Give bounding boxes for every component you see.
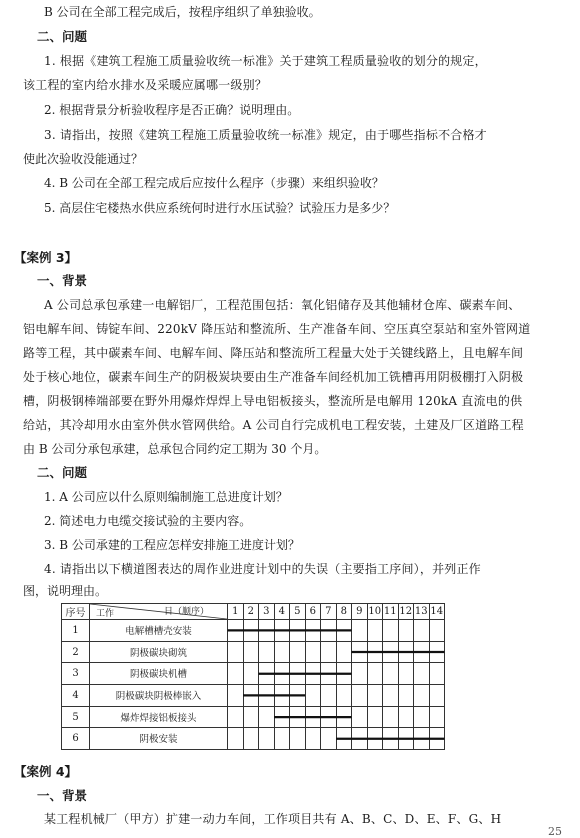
question-4: 4. B 公司在全部工程完成后应按什么程序（步骤）来组织验收？	[44, 176, 384, 190]
row-number: 6	[62, 728, 90, 750]
day-cell	[274, 641, 290, 663]
day-header: 8	[336, 604, 352, 620]
day-cell	[429, 706, 445, 728]
day-cell	[414, 728, 430, 750]
day-cell	[228, 620, 244, 642]
day-cell	[429, 620, 445, 642]
day-cell	[228, 728, 244, 750]
header-work-day	[90, 604, 228, 620]
day-cell	[398, 641, 414, 663]
day-cell	[228, 685, 244, 707]
header-day-label: 日（顺序）	[163, 607, 209, 617]
question-3: 3. B 公司承建的工程应怎样安排施工进度计划？	[44, 538, 300, 552]
background-line: 某工程机械厂（甲方）扩建一动力车间，工作项目共有 A、B、C、D、E、F、G、H	[44, 812, 502, 826]
day-cell	[336, 706, 352, 728]
day-cell	[429, 685, 445, 707]
day-cell	[305, 620, 321, 642]
day-header: 11	[383, 604, 399, 620]
day-header: 13	[414, 604, 430, 620]
background-line: 路等工程，其中碳素车间、电解车间、降压站和整流所工程量大处于关键线路上，且电解车间	[23, 346, 524, 360]
row-work-cell	[90, 728, 228, 750]
day-cell	[259, 728, 275, 750]
case-3-title: 【案例 3】	[14, 250, 78, 265]
header-no: 序号	[62, 604, 90, 620]
day-cell	[243, 620, 259, 642]
day-cell	[414, 685, 430, 707]
day-header: 4	[274, 604, 290, 620]
task-name: 电解槽槽壳安装	[125, 626, 192, 637]
section-heading: 二、问题	[37, 465, 88, 480]
day-cell	[274, 620, 290, 642]
day-cell	[352, 620, 368, 642]
day-cell	[336, 641, 352, 663]
day-cell	[274, 728, 290, 750]
question-1-line-1: 1. 根据《建筑工程施工质量验收统一标准》关于建筑工程质量验收的划分的规定，	[44, 54, 487, 68]
day-header: 2	[243, 604, 259, 620]
table-header-row	[62, 604, 445, 620]
question-1-line-2: 该工程的室内给水排水及采暖应属哪一级别？	[23, 78, 268, 92]
row-work-cell	[90, 706, 228, 728]
day-cell	[321, 728, 337, 750]
section-heading: 一、背景	[37, 273, 88, 288]
day-cell	[259, 663, 275, 685]
question-5: 5. 高层住宅楼热水供应系统何时进行水压试验？试验压力是多少？	[44, 201, 396, 215]
day-cell	[429, 641, 445, 663]
day-cell	[243, 728, 259, 750]
day-cell	[352, 685, 368, 707]
day-cell	[290, 728, 306, 750]
day-cell	[398, 706, 414, 728]
day-cell	[352, 663, 368, 685]
day-cell	[259, 641, 275, 663]
row-number: 5	[62, 706, 90, 728]
day-cell	[305, 641, 321, 663]
day-cell	[290, 706, 306, 728]
question-2: 2. 根据背景分析验收程序是否正确？说明理由。	[44, 103, 300, 117]
day-cell	[305, 706, 321, 728]
day-cell	[336, 685, 352, 707]
day-cell	[274, 685, 290, 707]
background-line: 铝电解车间、铸锭车间、220kV 降压站和整流所、生产准备车间、空压真空泵站和室外管网道	[23, 322, 531, 336]
day-cell	[305, 663, 321, 685]
day-cell	[367, 706, 383, 728]
question-3-line-2: 使此次验收没能通过？	[23, 152, 144, 166]
row-number: 2	[62, 641, 90, 663]
table-row	[62, 685, 445, 707]
day-cell	[414, 641, 430, 663]
day-cell	[274, 663, 290, 685]
day-cell	[228, 706, 244, 728]
day-cell	[259, 706, 275, 728]
task-name: 阴极碳块阴极棒嵌入	[115, 691, 202, 703]
day-header: 6	[305, 604, 321, 620]
background-line: 处于核心地位，碳素车间生产的阴极炭块要由生产准备车间经机加工铣槽再用阴极棚打入阴极	[23, 370, 524, 384]
day-cell	[243, 641, 259, 663]
day-cell	[259, 685, 275, 707]
day-cell	[414, 620, 430, 642]
day-cell	[367, 620, 383, 642]
question-4-line-1: 4. 请指出以下横道图表达的周作业进度计划中的失误（主要指工序间），并列正作	[44, 562, 481, 576]
day-cell	[274, 706, 290, 728]
day-cell	[336, 728, 352, 750]
day-header: 5	[290, 604, 306, 620]
day-cell	[383, 641, 399, 663]
task-name: 阴极碳块机槽	[129, 669, 187, 681]
row-work-cell	[90, 685, 228, 707]
row-number: 4	[62, 685, 90, 707]
day-cell	[305, 685, 321, 707]
row-work-cell	[90, 663, 228, 685]
day-cell	[383, 685, 399, 707]
background-line: 由 B 公司分承包承建，总承包合同约定工期为 30 个月。	[23, 442, 327, 456]
day-cell	[398, 663, 414, 685]
day-cell	[383, 706, 399, 728]
day-cell	[383, 728, 399, 750]
question-1: 1. A 公司应以什么原则编制施工总进度计划？	[44, 490, 288, 504]
day-cell	[321, 620, 337, 642]
day-cell	[383, 620, 399, 642]
day-header: 3	[259, 604, 275, 620]
day-header: 10	[367, 604, 383, 620]
day-cell	[429, 663, 445, 685]
header-work-label: 工作	[96, 609, 115, 619]
para-text: B 公司在全部工程完成后，按程序组织了单独验收。	[44, 5, 321, 19]
day-cell	[398, 728, 414, 750]
day-cell	[398, 685, 414, 707]
row-number: 3	[62, 663, 90, 685]
task-name: 阴极安装	[139, 734, 178, 746]
day-header: 9	[352, 604, 368, 620]
section-heading: 二、问题	[37, 29, 88, 44]
day-cell	[367, 685, 383, 707]
day-cell	[321, 641, 337, 663]
day-header: 7	[321, 604, 337, 620]
day-header: 1	[228, 604, 244, 620]
table-row	[62, 706, 445, 728]
day-cell	[336, 663, 352, 685]
day-cell	[414, 706, 430, 728]
day-cell	[367, 641, 383, 663]
day-cell	[290, 620, 306, 642]
row-work-cell	[90, 620, 228, 642]
page-number: 25	[548, 825, 562, 838]
schedule-table	[61, 603, 445, 750]
question-2: 2. 简述电力电缆交接试验的主要内容。	[44, 514, 252, 528]
day-cell	[290, 685, 306, 707]
day-cell	[243, 685, 259, 707]
background-line: A 公司总承包承建一电解铝厂，工程范围包括：氧化铝储存及其他辅材仓库、碳素车间、	[44, 298, 521, 312]
day-cell	[290, 641, 306, 663]
question-4-line-2: 图，说明理由。	[23, 584, 108, 598]
day-cell	[367, 728, 383, 750]
day-cell	[321, 663, 337, 685]
day-cell	[243, 663, 259, 685]
day-cell	[228, 641, 244, 663]
day-cell	[228, 663, 244, 685]
table-row	[62, 620, 445, 642]
day-cell	[398, 620, 414, 642]
day-cell	[429, 728, 445, 750]
day-cell	[321, 706, 337, 728]
row-work-cell	[90, 641, 228, 663]
table-row	[62, 663, 445, 685]
task-name: 阴极碳块砌筑	[129, 647, 187, 659]
day-cell	[352, 641, 368, 663]
day-cell	[352, 728, 368, 750]
day-header: 12	[398, 604, 414, 620]
task-name: 爆炸焊接铝板接头	[120, 712, 197, 724]
day-cell	[290, 663, 306, 685]
day-cell	[336, 620, 352, 642]
day-cell	[367, 663, 383, 685]
day-cell	[305, 728, 321, 750]
table-row	[62, 641, 445, 663]
day-cell	[414, 663, 430, 685]
row-number: 1	[62, 620, 90, 642]
question-3-line-1: 3. 请指出，按照《建筑工程施工质量验收统一标准》规定，由于哪些指标不合格才	[44, 128, 487, 142]
day-cell	[383, 663, 399, 685]
background-line: 槽，阴极钢棒端部要在野外用爆炸焊焊上导电铝板接头，整流所是电解用 120kA 直流电的供	[23, 394, 523, 408]
day-cell	[321, 685, 337, 707]
day-cell	[243, 706, 259, 728]
background-line: 给站，其冷却用水由室外供水管网供给。A 公司自行完成机电工程安装，土建及厂区道路工程	[23, 418, 524, 432]
day-cell	[352, 706, 368, 728]
table-row	[62, 728, 445, 750]
day-header: 14	[429, 604, 445, 620]
section-heading: 一、背景	[37, 788, 88, 803]
case-4-title: 【案例 4】	[14, 764, 78, 779]
day-cell	[259, 620, 275, 642]
